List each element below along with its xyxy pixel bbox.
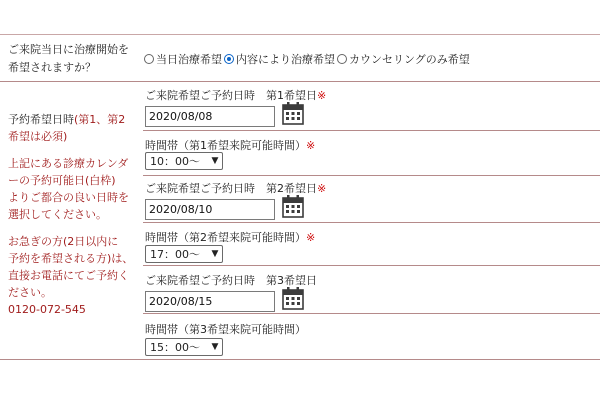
row-divider-question-bottom [0, 81, 600, 82]
urgent-note-line-2: 予約を希望される方)は、 [8, 252, 134, 265]
required-note-1: (第1、第2 [74, 113, 126, 126]
required-mark: ※ [317, 182, 327, 195]
label-text: ご来院希望ご予約日時 第3希望日 [145, 274, 317, 287]
reservation-title-text: 予約希望日時 [8, 113, 74, 126]
radio-button[interactable] [144, 54, 154, 64]
third-choice-time-select[interactable] [145, 338, 223, 356]
label-text: 時間帯（第1希望来院可能時間） [145, 139, 306, 152]
calendar-icon[interactable] [282, 101, 304, 125]
sub-divider-3 [143, 222, 600, 223]
radio-button[interactable] [337, 54, 347, 64]
selected-value[interactable]: 10：00～ [150, 155, 200, 168]
first-choice-time-select[interactable] [145, 152, 223, 170]
required-mark: ※ [306, 139, 316, 152]
urgent-note-line-3: 直接お電話にてご予約く [8, 269, 129, 282]
sub-divider-1 [143, 130, 600, 131]
radio-button-checked[interactable] [224, 54, 234, 64]
phone-number: 0120-072-545 [8, 303, 86, 316]
question-line-2: 希望されますか？ [8, 61, 96, 74]
calendar-icon[interactable] [282, 194, 304, 218]
sub-divider-4 [143, 265, 600, 266]
calendar-icon[interactable] [282, 286, 304, 310]
reservation-title [8, 111, 136, 128]
treatment-radio-group [144, 51, 472, 67]
radio-same-day-treatment[interactable] [144, 51, 222, 67]
calendar-note-line-1: 上記にある診療カレンダ [8, 157, 129, 170]
radio-label[interactable]: 当日治療希望 [156, 53, 222, 66]
third-choice-time-label [145, 321, 306, 337]
row-divider-top [0, 34, 600, 35]
radio-treatment-by-content[interactable] [224, 51, 335, 67]
radio-label[interactable]: 内容により治療希望 [236, 53, 335, 66]
chevron-down-icon[interactable]: ▼ [211, 342, 219, 352]
required-note-2: 希望は必須) [8, 130, 68, 143]
selected-value[interactable]: 17：00～ [150, 248, 200, 261]
required-mark: ※ [306, 231, 316, 244]
first-choice-time-label [145, 137, 315, 153]
label-text: ご来院希望ご予約日時 第2希望日 [145, 182, 317, 195]
second-choice-date-input[interactable] [145, 199, 275, 220]
calendar-note-line-4: 選択してください。 [8, 208, 107, 221]
calendar-note-line-2: ーの予約可能日(白枠) [8, 174, 116, 187]
radio-label[interactable]: カウンセリングのみ希望 [349, 53, 470, 66]
first-day-question-label [8, 41, 138, 77]
second-choice-time-label [145, 229, 315, 245]
urgent-note-line-1: お急ぎの方(2日以内に [8, 235, 119, 248]
label-text: 時間帯（第2希望来院可能時間） [145, 231, 306, 244]
selected-value[interactable]: 15：00～ [150, 341, 200, 354]
sub-divider-5 [143, 313, 600, 314]
first-choice-date-input[interactable] [145, 106, 275, 127]
required-mark: ※ [317, 89, 327, 102]
calendar-note-line-3: よりご都合の良い日時を [8, 191, 129, 204]
reservation-info [8, 111, 136, 318]
row-divider-bottom [0, 359, 600, 360]
chevron-down-icon[interactable]: ▼ [211, 249, 219, 259]
label-text: 時間帯（第3希望来院可能時間） [145, 323, 306, 336]
second-choice-time-select[interactable] [145, 245, 223, 263]
label-text: ご来院希望ご予約日時 第1希望日 [145, 89, 317, 102]
chevron-down-icon[interactable]: ▼ [211, 156, 219, 166]
urgent-note-line-4: ださい。 [8, 286, 52, 299]
question-line-1: ご来院当日に治療開始を [8, 43, 129, 56]
radio-counseling-only[interactable] [337, 51, 470, 67]
third-choice-date-input[interactable] [145, 291, 275, 312]
sub-divider-2 [143, 175, 600, 176]
